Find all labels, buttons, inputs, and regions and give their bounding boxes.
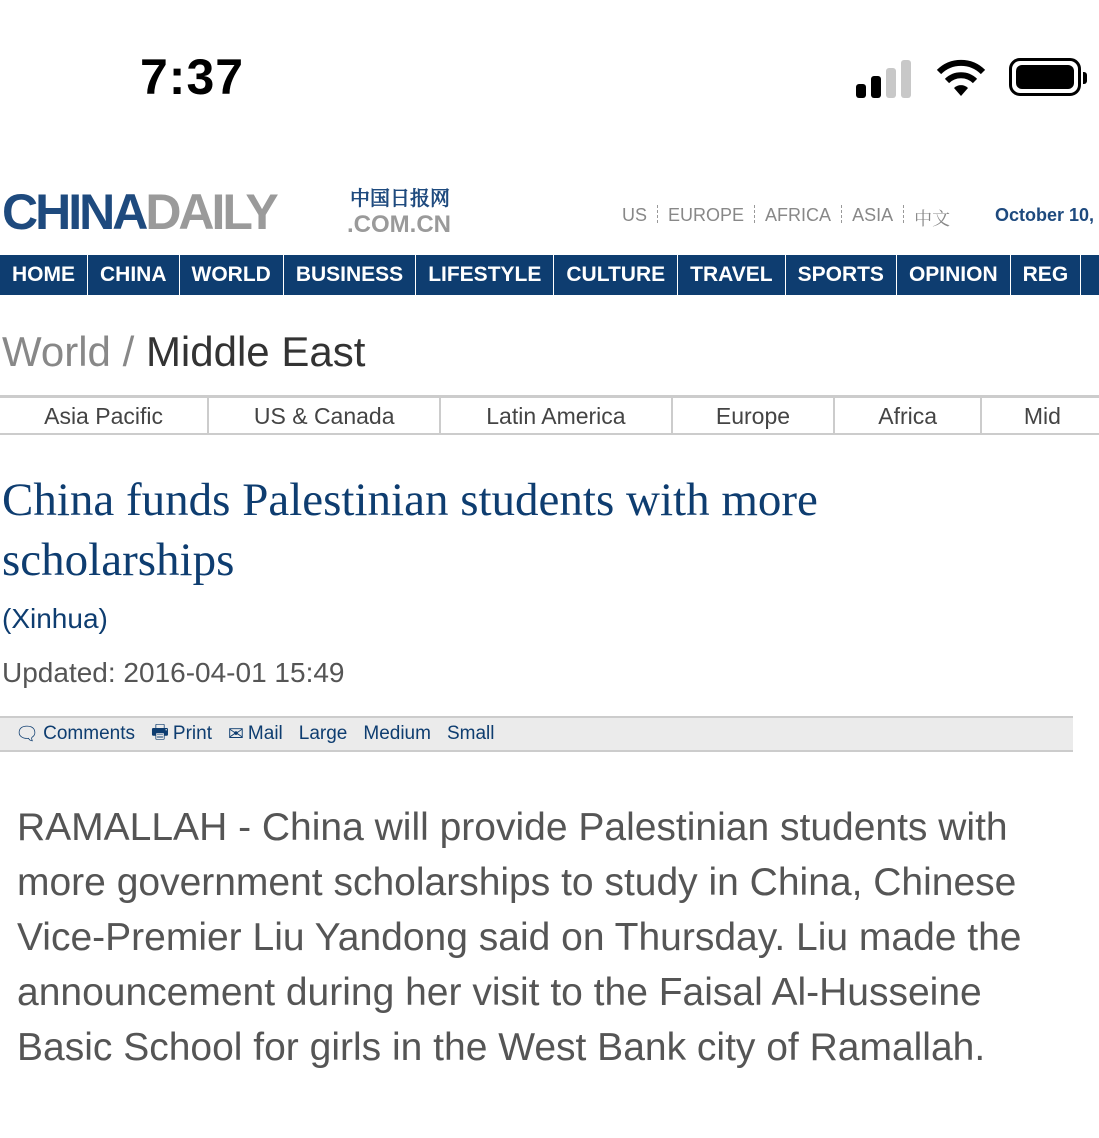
nav-business[interactable]: BUSINESS: [284, 255, 416, 295]
battery-icon: [1009, 58, 1081, 96]
comment-icon: 🗨: [15, 724, 40, 745]
breadcrumb: [2, 328, 365, 376]
cellular-signal-icon: [856, 60, 911, 98]
mail-label: Mail: [247, 723, 283, 744]
article-title: China funds Palestinian students with more scholarships: [2, 474, 818, 586]
nav-travel[interactable]: TRAVEL: [678, 255, 785, 295]
nav-regional[interactable]: REG: [1011, 255, 1082, 295]
main-nav: [0, 255, 1099, 295]
subnav-africa[interactable]: Africa: [835, 398, 981, 433]
edition-us[interactable]: US: [622, 205, 648, 225]
nav-world[interactable]: WORLD: [180, 255, 284, 295]
nav-sports[interactable]: SPORTS: [786, 255, 897, 295]
subnav-latin-america[interactable]: Latin America: [441, 398, 672, 433]
mail-icon: ✉: [228, 723, 244, 745]
font-small-button[interactable]: Small: [446, 723, 495, 744]
article-toolbar: [0, 716, 1073, 752]
date: October 10,: [995, 205, 1095, 225]
nav-culture[interactable]: CULTURE: [554, 255, 678, 295]
logo-domain: .COM.CN: [347, 211, 451, 238]
breadcrumb-world[interactable]: World: [2, 328, 111, 375]
subnav-middle-east[interactable]: Mid: [1023, 403, 1061, 429]
font-medium-button[interactable]: Medium: [363, 723, 431, 744]
print-label: Print: [172, 723, 212, 744]
breadcrumb-separator: /: [110, 328, 146, 375]
subnav-asia-pacific[interactable]: Asia Pacific: [0, 398, 209, 433]
article-updated: Updated: 2016-04-01 15:49: [2, 657, 345, 688]
edition-africa[interactable]: AFRICA: [765, 205, 832, 225]
edition-chinese[interactable]: 中文: [914, 209, 951, 229]
breadcrumb-current: Middle East: [145, 328, 366, 375]
font-large-button[interactable]: Large: [298, 723, 348, 744]
edition-europe[interactable]: EUROPE: [668, 205, 745, 225]
nav-lifestyle[interactable]: LIFESTYLE: [416, 255, 554, 295]
nav-china[interactable]: CHINA: [88, 255, 180, 295]
chinadaily-logo[interactable]: CHINADAILY: [2, 184, 276, 240]
clock: 7:37: [140, 49, 245, 105]
mail-button[interactable]: [228, 723, 283, 746]
subnav-europe[interactable]: Europe: [673, 398, 836, 433]
article-source: (Xinhua): [2, 603, 108, 634]
print-button[interactable]: [151, 718, 212, 750]
status-bar: [0, 0, 1099, 150]
article-body: RAMALLAH - China will provide Palestinian students with more government scholarships to study in China, Chinese Vice-Premier Liu Yandong said on Thursday. Liu made the announcement during her visit to the Faisal Al-Husseine Basic School for girls in the West Bank city of Ramallah.: [17, 806, 1022, 1069]
logo-chinese: 中国日报网: [350, 188, 450, 210]
comments-button[interactable]: [15, 722, 135, 746]
sub-nav: [0, 395, 1099, 435]
edition-asia[interactable]: ASIA: [852, 205, 894, 225]
wifi-icon: [934, 58, 988, 98]
edition-links: [622, 205, 950, 231]
subnav-us-canada[interactable]: US & Canada: [209, 398, 441, 433]
printer-icon: 🖶: [150, 722, 169, 743]
nav-opinion[interactable]: OPINION: [897, 255, 1011, 295]
comments-label: Comments: [43, 723, 135, 744]
nav-home[interactable]: HOME: [0, 255, 88, 295]
